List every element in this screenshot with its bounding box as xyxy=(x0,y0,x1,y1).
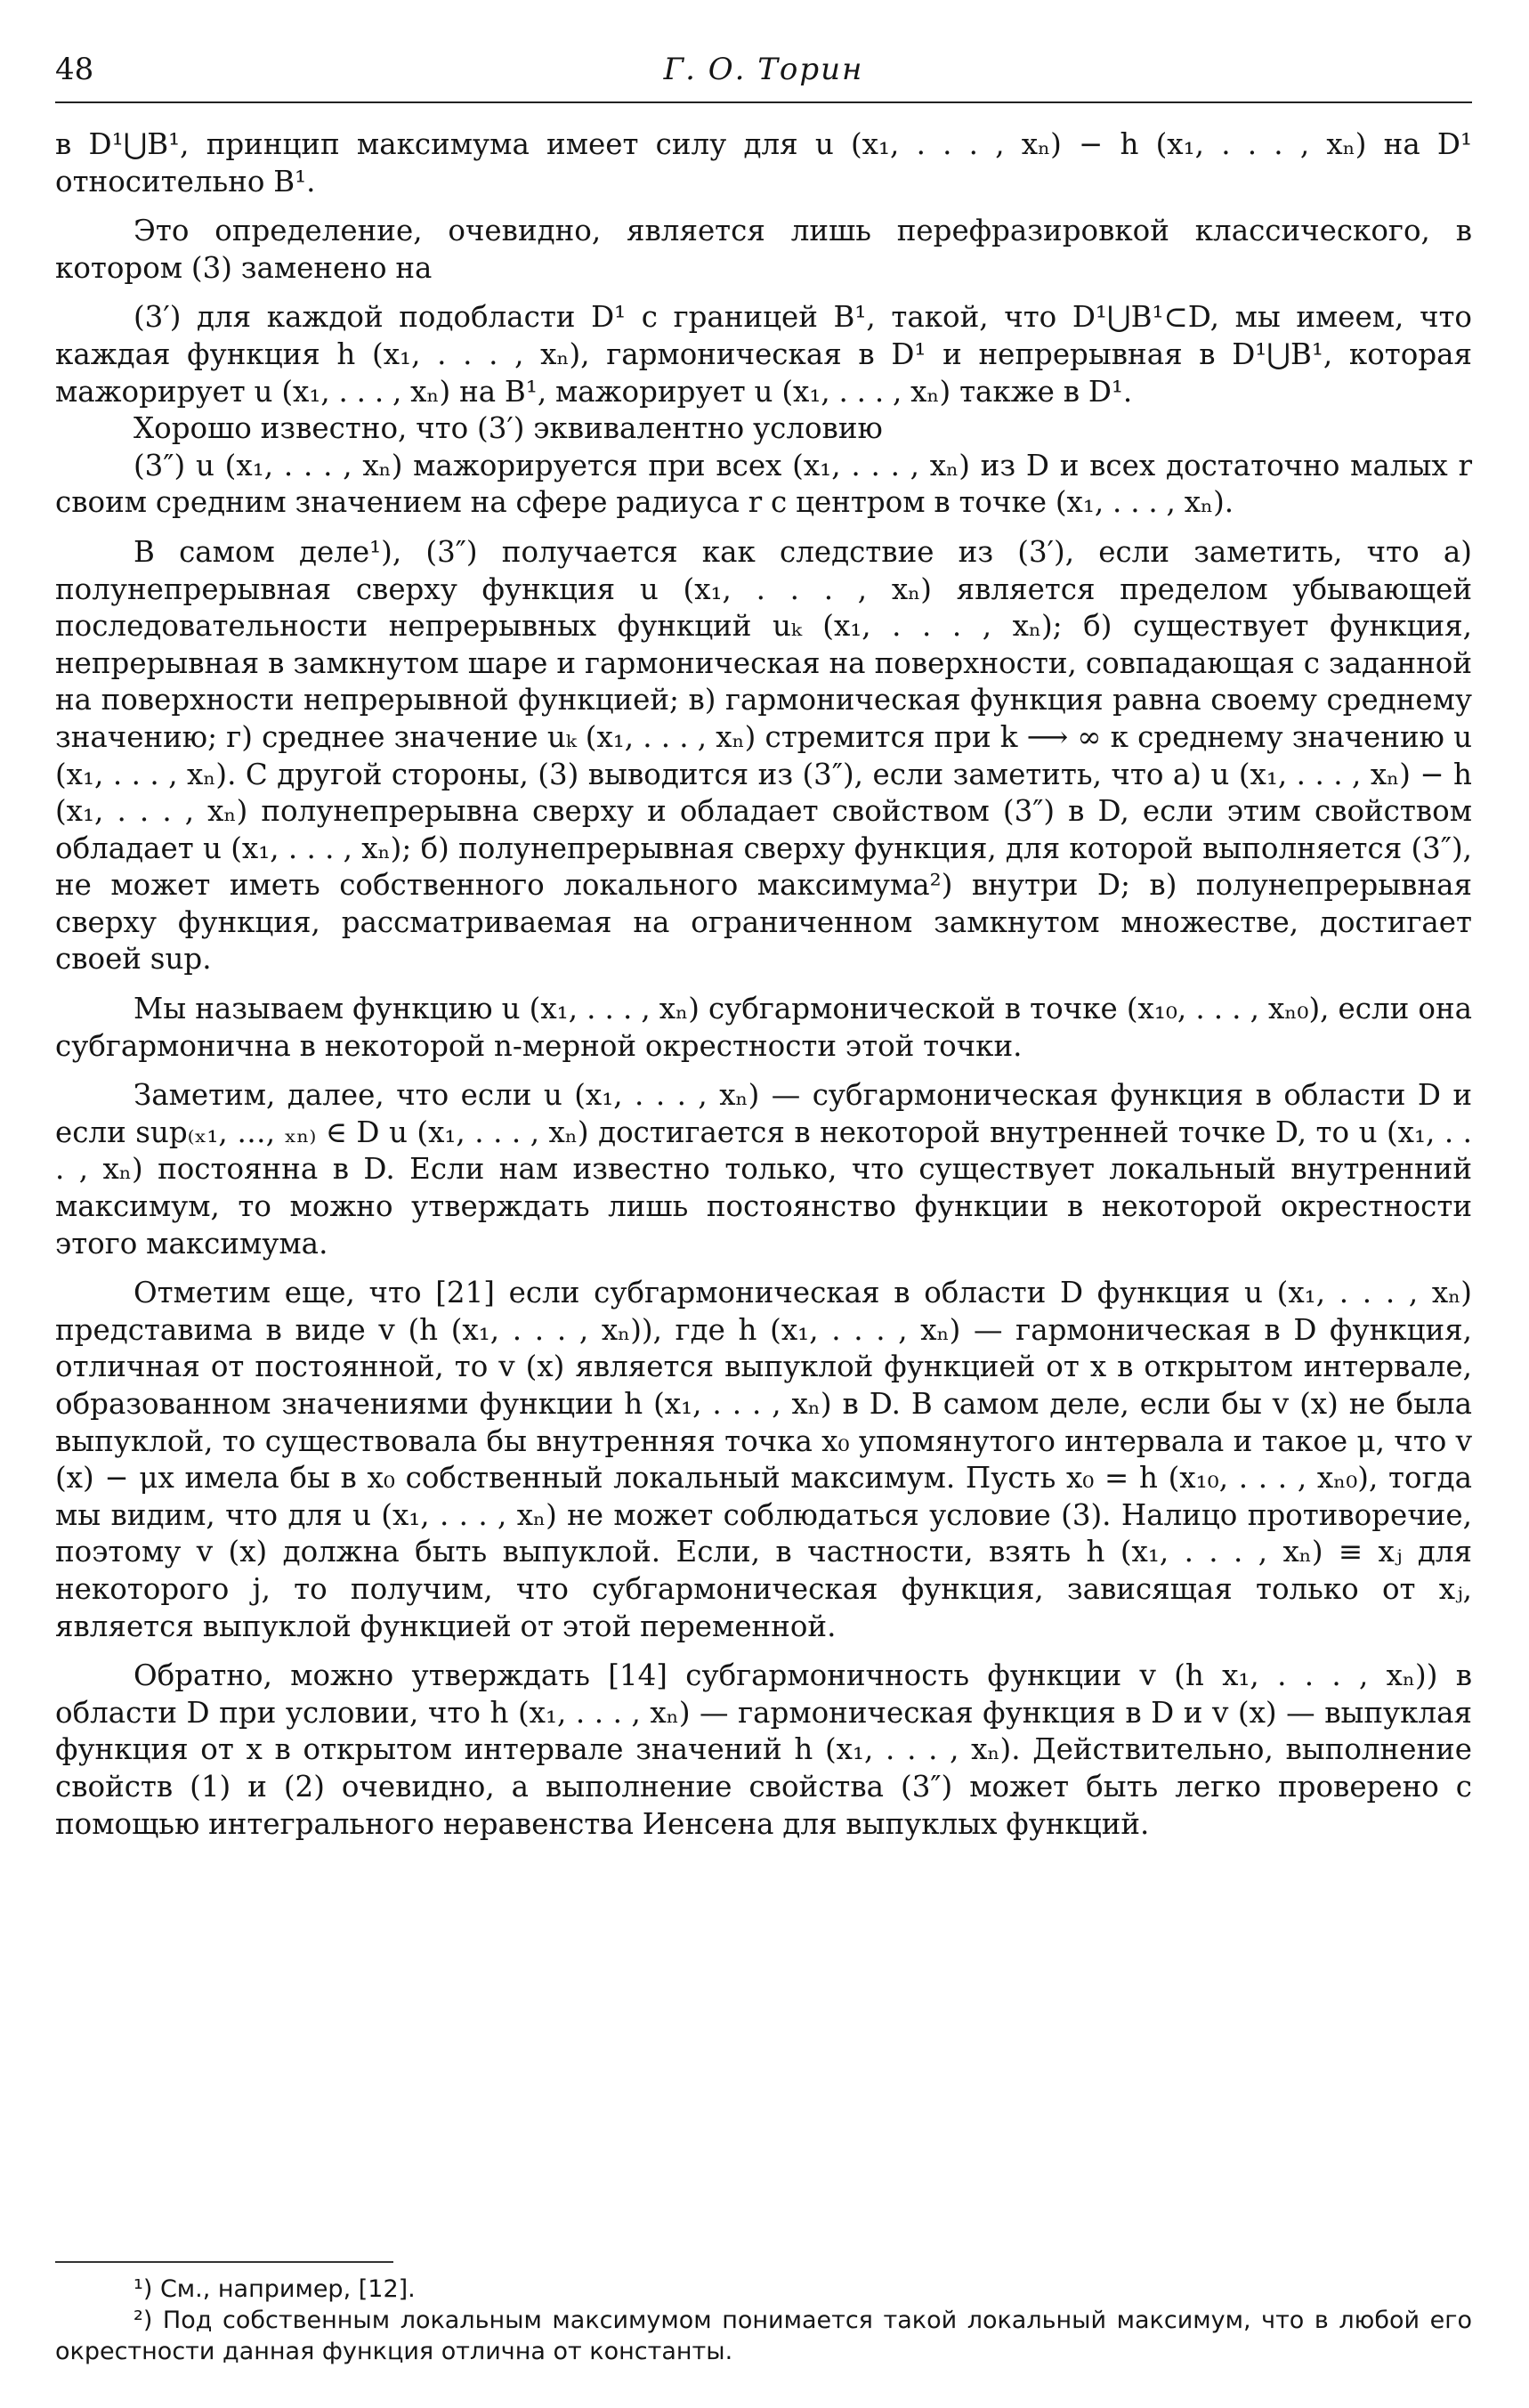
paragraph: Хорошо известно, что (3′) эквивалентно условию xyxy=(133,411,883,446)
page-number: 48 xyxy=(55,52,94,87)
running-title: Г. О. Торин xyxy=(663,52,864,87)
footnote: ²) Под собственным локальным максимумом понимается такой локальный максимум, что в любой его окрестности данная функция отлична от константы. xyxy=(55,2307,1472,2365)
paragraph: Обратно, можно утверждать [14] субгармоничность функции v (h x₁, . . . , xₙ)) в области D при условии, что h (x₁, . . . , xₙ) — гармоническая функция в D и v (x) — выпуклая функция от x в открытом интервале значений h (x₁, . . . , xₙ). Действительно, выполнение свойств (1) и (2) очевидно, а выполнение свойства (3″) может быть легко проверено с помощью интегрального неравенства Иенсена для выпуклых функций. xyxy=(55,1658,1472,1841)
paragraph: (3″) u (x₁, . . . , xₙ) мажорируется при всех (x₁, . . . , xₙ) из D и всех достаточно малых r своим средним значением на сфере радиуса r с центром в точке (x₁, . . . , xₙ). xyxy=(55,448,1472,520)
paragraph: В самом деле¹), (3″) получается как следствие из (3′), если заметить, что а) полунепрерывная сверху функция u (x₁, . . . , xₙ) является пределом убывающей последовательности непрерывных функций uₖ (x₁, . . . , xₙ); б) существует функция, непрерывная в замкнутом шаре и гармоническая на поверхности, совпадающая с заданной на поверхности непрерывной функцией; в) гармоническая функция равна своему среднему значению; г) среднее значение uₖ (x₁, . . . , xₙ) стремится при k ⟶ ∞ к среднему значению u (x₁, . . . , xₙ). С другой стороны, (3) выводится из (3″), если заметить, что а) u (x₁, . . . , xₙ) − h (x₁, . . . , xₙ) полунепрерывна сверху и обладает свойством (3″) в D, если этим свойством обладает u (x₁, . . . , xₙ); б) полунепрерывная сверху функция, для которой выполняется (3″), не может иметь собственного локального максимума²) внутри D; в) полунепрерывная сверху функция, рассматриваемая на ограниченном замкнутом множестве, достигает своей sup. xyxy=(55,534,1472,977)
header-rule xyxy=(55,101,1472,103)
footnote: ¹) См., например, [12]. xyxy=(133,2275,416,2303)
paragraph: (3′) для каждой подобласти D¹ с границей B¹, такой, что D¹⋃B¹⊂D, мы имеем, что каждая функция h (x₁, . . . , xₙ), гармоническая в D¹ и непрерывная в D¹⋃B¹, которая мажорирует u (x₁, . . . , xₙ) на B¹, мажорирует u (x₁, . . . , xₙ) также в D¹. xyxy=(55,300,1472,409)
paragraph: в D¹⋃B¹, принцип максимума имеет силу для u (x₁, . . . , xₙ) − h (x₁, . . . , xₙ) на D¹ относительно B¹. xyxy=(55,127,1472,199)
footnote-rule xyxy=(55,2261,393,2263)
page-header xyxy=(55,52,1472,94)
main-text xyxy=(55,126,1472,1843)
paragraph: Мы называем функцию u (x₁, . . . , xₙ) субгармонической в точке (x₁₀, . . . , xₙ₀), если она субгармонична в некоторой n-мерной окрестности этой точки. xyxy=(55,992,1472,1063)
paragraph: Заметим, далее, что если u (x₁, . . . , xₙ) — субгармоническая функция в области D и если sup₍ₓ₁, …, ₓₙ₎ ∈ D u (x₁, . . . , xₙ) достигается в некоторой внутренней точке D, то u (x₁, . . . , xₙ) постоянна в D. Если нам известно только, что существует локальный внутренний максимум, то можно утверждать лишь постоянство функции в некоторой окрестности этого максимума. xyxy=(55,1078,1472,1261)
footnotes xyxy=(55,2274,1472,2367)
paragraph: Отметим еще, что [21] если субгармоническая в области D функция u (x₁, . . . , xₙ) представима в виде v (h (x₁, . . . , xₙ)), где h (x₁, . . . , xₙ) — гармоническая в D функция, отличная от постоянной, то v (x) является выпуклой функцией от x в открытом интервале, образованном значениями функции h (x₁, . . . , xₙ) в D. В самом деле, если бы v (x) не была выпуклой, то существовала бы внутренняя точка x₀ упомянутого интервала и такое μ, что v (x) − μx имела бы в x₀ собственный локальный максимум. Пусть x₀ = h (x₁₀, . . . , xₙ₀), тогда мы видим, что для u (x₁, . . . , xₙ) не может соблюдаться условие (3). Налицо противоречие, поэтому v (x) должна быть выпуклой. Если, в частности, взять h (x₁, . . . , xₙ) ≡ xⱼ для некоторого j, то получим, что субгармоническая функция, зависящая только от xⱼ, является выпуклой функцией от этой переменной. xyxy=(55,1276,1472,1643)
paragraph: Это определение, очевидно, является лишь перефразировкой классического, в котором (3) заменено на xyxy=(55,214,1472,285)
